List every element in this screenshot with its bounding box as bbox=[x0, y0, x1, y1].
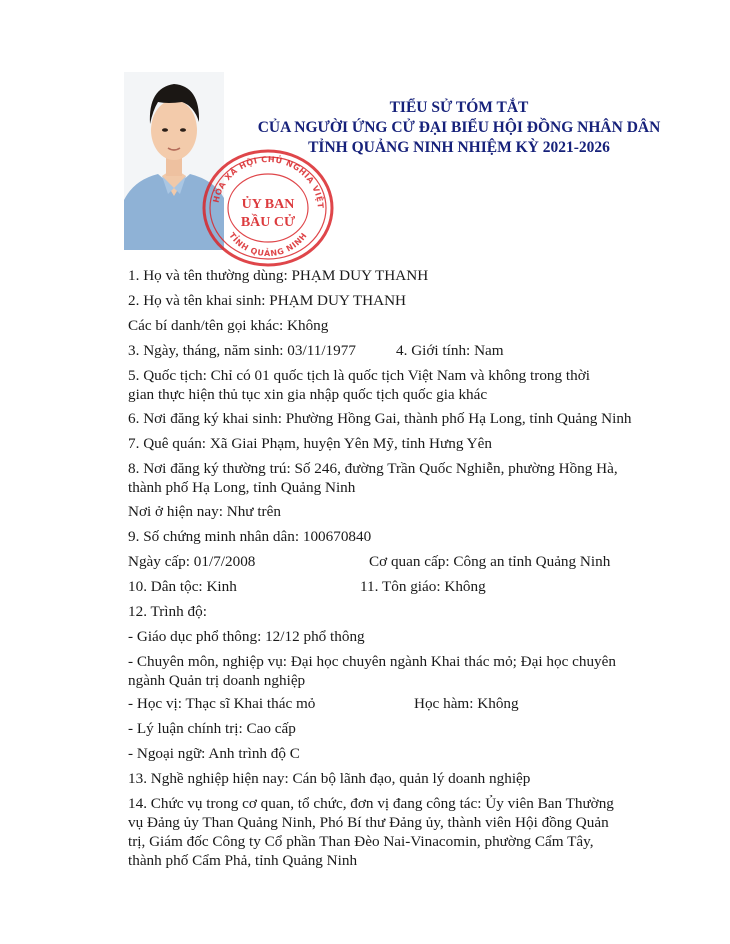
field-general-education: - Giáo dục phổ thông: 12/12 phổ thông bbox=[128, 628, 365, 645]
field-common-name: 1. Họ và tên thường dùng: PHẠM DUY THANH bbox=[128, 267, 429, 284]
svg-text:TỈNH QUẢNG NINH bbox=[227, 231, 309, 258]
field-issue-date: Ngày cấp: 01/7/2008 bbox=[128, 553, 256, 570]
title-line-1: TIỂU SỬ TÓM TẮT bbox=[389, 99, 529, 116]
field-education-heading: 12. Trình độ: bbox=[128, 603, 207, 620]
field-religion: 11. Tôn giáo: Không bbox=[360, 578, 486, 595]
field-birth-date: 3. Ngày, tháng, năm sinh: 03/11/1977 bbox=[128, 342, 356, 359]
field-academic-degree: - Học vị: Thạc sĩ Khai thác mỏ bbox=[128, 695, 316, 712]
stamp-center-line-1: ỦY BAN bbox=[241, 197, 295, 212]
field-nationality-line-2: gian thực hiện thủ tục xin gia nhập quốc tịch quốc gia khác bbox=[128, 386, 488, 403]
field-political-theory: - Lý luận chính trị: Cao cấp bbox=[128, 720, 296, 737]
stamp-ring-top-text: HÒA XÃ HỘI CHỦ NGHĨA VIỆT bbox=[211, 154, 326, 210]
field-birth-registration: 6. Nơi đăng ký khai sinh: Phường Hồng Gai, thành phố Hạ Long, tỉnh Quảng Ninh bbox=[128, 410, 632, 427]
field-alias: Các bí danh/tên gọi khác: Không bbox=[128, 317, 329, 334]
field-professional-line-1: - Chuyên môn, nghiệp vụ: Đại học chuyên ngành Khai thác mỏ; Đại học chuyên bbox=[128, 653, 616, 670]
field-current-residence: Nơi ở hiện nay: Như trên bbox=[128, 503, 281, 520]
field-permanent-address-line-2: thành phố Hạ Long, tỉnh Quảng Ninh bbox=[128, 479, 356, 496]
stamp-ring-bottom-text: TỈNH QUẢNG NINH bbox=[227, 230, 309, 259]
title-line-3: TỈNH QUẢNG NINH NHIỆM KỲ 2021-2026 bbox=[308, 139, 610, 156]
field-permanent-address-line-1: 8. Nơi đăng ký thường trú: Số 246, đường Trần Quốc Nghiễn, phường Hồng Hà, bbox=[128, 460, 618, 477]
field-position-line-1: 14. Chức vụ trong cơ quan, tổ chức, đơn vị đang công tác: Ủy viên Ban Thường bbox=[128, 795, 614, 812]
field-professional-line-2: ngành Quản trị doanh nghiệp bbox=[128, 672, 306, 689]
field-hometown: 7. Quê quán: Xã Giai Phạm, huyện Yên Mỹ, tỉnh Hưng Yên bbox=[128, 435, 492, 452]
field-position-line-3: trị, Giám đốc Công ty Cổ phần Than Đèo Nai-Vinacomin, phường Cẩm Tây, bbox=[128, 833, 594, 850]
election-committee-stamp bbox=[198, 146, 338, 268]
stamp-center-line-2: BẦU CỬ bbox=[240, 215, 296, 230]
field-nationality-line-1: 5. Quốc tịch: Chỉ có 01 quốc tịch là quốc tịch Việt Nam và không trong thời bbox=[128, 367, 590, 384]
field-id-number: 9. Số chứng minh nhân dân: 100670840 bbox=[128, 528, 372, 545]
field-academic-title: Học hàm: Không bbox=[414, 695, 519, 712]
field-ethnicity: 10. Dân tộc: Kinh bbox=[128, 578, 237, 595]
field-position-line-4: thành phố Cẩm Phả, tỉnh Quảng Ninh bbox=[128, 852, 358, 869]
field-occupation: 13. Nghề nghiệp hiện nay: Cán bộ lãnh đạo, quản lý doanh nghiệp bbox=[128, 770, 531, 787]
field-gender: 4. Giới tính: Nam bbox=[396, 342, 504, 359]
title-line-2: CỦA NGƯỜI ỨNG CỬ ĐẠI BIỂU HỘI ĐỒNG NHÂN DÂN bbox=[257, 119, 661, 136]
field-position-line-2: vụ Đảng ủy Than Quảng Ninh, Phó Bí thư Đảng ủy, thành viên Hội đồng Quản bbox=[128, 814, 609, 831]
field-foreign-language: - Ngoại ngữ: Anh trình độ C bbox=[128, 745, 300, 762]
field-issue-authority: Cơ quan cấp: Công an tỉnh Quảng Ninh bbox=[369, 553, 611, 570]
field-birth-name: 2. Họ và tên khai sinh: PHẠM DUY THANH bbox=[128, 292, 407, 309]
